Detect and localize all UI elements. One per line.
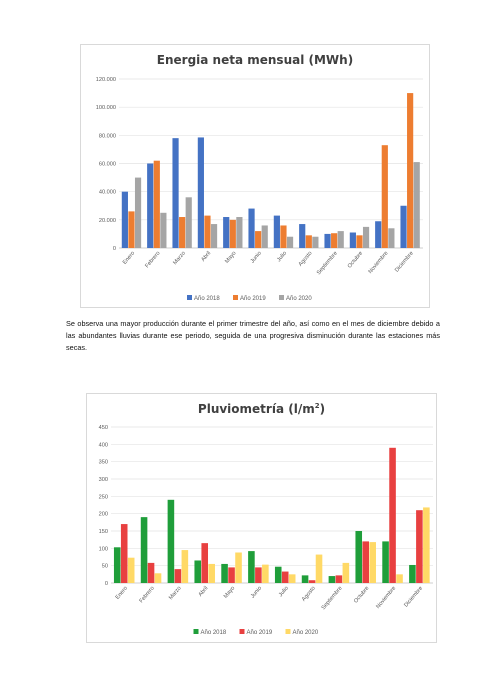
y-tick-label: 50 bbox=[101, 563, 108, 570]
bar bbox=[282, 572, 289, 583]
category-label: Noviembre bbox=[367, 250, 390, 276]
bar bbox=[175, 569, 182, 583]
y-tick-label: 450 bbox=[98, 425, 108, 431]
legend-label: Año 2020 bbox=[292, 630, 319, 636]
category-label: Febrero bbox=[144, 250, 162, 270]
category-label: Octubre bbox=[346, 250, 365, 270]
bar bbox=[331, 233, 337, 248]
y-tick-label: 0 bbox=[112, 246, 116, 252]
category-label: Agosto bbox=[297, 250, 314, 268]
bar bbox=[400, 206, 406, 248]
y-tick-label: 100 bbox=[98, 546, 108, 553]
bar bbox=[248, 551, 255, 583]
y-tick-label: 20.000 bbox=[98, 217, 116, 224]
y-tick-label: 250 bbox=[98, 494, 108, 501]
category-label: Marzo bbox=[168, 585, 183, 602]
bar bbox=[198, 137, 204, 248]
energy-chart-svg bbox=[81, 45, 431, 309]
bar bbox=[350, 233, 356, 248]
bar bbox=[362, 541, 369, 583]
bar bbox=[114, 547, 121, 583]
legend-label: Año 2018 bbox=[200, 630, 227, 636]
y-tick-label: 100.000 bbox=[95, 105, 116, 112]
category-label: Septiembre bbox=[315, 250, 339, 277]
legend-swatch bbox=[286, 629, 291, 634]
category-label: Octubre bbox=[353, 585, 371, 605]
bar bbox=[299, 224, 305, 248]
bar bbox=[280, 225, 286, 248]
y-tick-label: 60.000 bbox=[98, 161, 116, 168]
bar bbox=[262, 565, 269, 583]
bar bbox=[363, 227, 369, 248]
bar bbox=[409, 565, 416, 583]
bar bbox=[343, 563, 350, 583]
rainfall-chart bbox=[86, 393, 437, 643]
legend-label: Año 2019 bbox=[240, 296, 266, 302]
bar bbox=[336, 575, 343, 583]
category-label: Diciembre bbox=[403, 585, 425, 609]
bar bbox=[148, 563, 155, 583]
category-label: Julio bbox=[276, 250, 289, 264]
bar bbox=[414, 162, 420, 248]
bar bbox=[389, 448, 396, 583]
bar bbox=[338, 231, 344, 248]
category-label: Abril bbox=[200, 250, 213, 263]
bar bbox=[388, 228, 394, 248]
bar bbox=[382, 541, 389, 583]
bar bbox=[356, 235, 362, 248]
bar bbox=[423, 507, 430, 583]
energy-chart-title: Energia neta mensual (MWh) bbox=[156, 53, 354, 67]
category-label: Febrero bbox=[138, 585, 156, 605]
bar bbox=[235, 552, 242, 583]
bar bbox=[182, 550, 189, 583]
legend-swatch bbox=[279, 295, 284, 300]
bar bbox=[416, 510, 423, 583]
bar bbox=[223, 217, 229, 248]
bar bbox=[255, 567, 262, 583]
bar bbox=[248, 209, 254, 248]
legend-label: Año 2020 bbox=[286, 296, 312, 302]
bar bbox=[309, 580, 316, 583]
bar bbox=[369, 542, 376, 583]
category-label: Diciembre bbox=[394, 250, 415, 274]
energy-chart bbox=[80, 44, 430, 308]
y-tick-label: 300 bbox=[98, 477, 108, 483]
rainfall-chart-title: Pluviometría $(l/m^2)$ bbox=[197, 402, 326, 416]
bar bbox=[275, 567, 282, 583]
y-tick-label: 400 bbox=[98, 442, 108, 449]
rainfall-chart-svg bbox=[87, 394, 438, 644]
bar bbox=[382, 145, 388, 248]
legend-swatch bbox=[233, 295, 238, 300]
category-label: Mayo bbox=[222, 585, 237, 600]
y-tick-label: 200 bbox=[98, 511, 108, 518]
bar bbox=[122, 192, 128, 248]
bar bbox=[302, 575, 309, 583]
bar bbox=[355, 531, 362, 583]
bar bbox=[128, 211, 134, 248]
category-label: Enero bbox=[114, 585, 129, 601]
bar bbox=[204, 216, 210, 248]
y-tick-label: 80.000 bbox=[98, 133, 116, 140]
bar bbox=[186, 197, 192, 248]
bar bbox=[155, 573, 162, 583]
bar bbox=[147, 164, 153, 249]
legend-swatch bbox=[194, 629, 199, 634]
category-label: Junio bbox=[249, 585, 264, 600]
category-label: Junio bbox=[249, 250, 263, 265]
bar bbox=[194, 560, 201, 583]
body-paragraph: Se observa una mayor producción durante el primer trimestre del año, así como en el mes de diciembre debido a las abundantes lluvias durante ese periodo, seguida de una progresiva disminución durante las estaciones más secas. bbox=[66, 319, 440, 352]
y-tick-label: 150 bbox=[98, 529, 108, 535]
bar bbox=[316, 555, 323, 583]
category-label: Marzo bbox=[172, 250, 187, 267]
legend-swatch bbox=[240, 629, 245, 634]
bar bbox=[375, 221, 381, 248]
category-label: Agosto bbox=[300, 585, 317, 603]
y-tick-label: 350 bbox=[98, 459, 108, 466]
y-tick-label: 0 bbox=[104, 581, 108, 587]
category-label: Noviembre bbox=[375, 585, 398, 611]
bar bbox=[141, 517, 148, 583]
bar bbox=[172, 138, 178, 248]
bar bbox=[221, 564, 228, 583]
bar bbox=[135, 178, 141, 248]
bar bbox=[274, 216, 280, 248]
bar bbox=[306, 235, 312, 248]
bar bbox=[255, 231, 261, 248]
bar bbox=[228, 567, 235, 583]
bar bbox=[289, 574, 296, 583]
y-tick-label: 120.000 bbox=[95, 77, 116, 83]
category-label: Abril bbox=[197, 585, 210, 598]
bar bbox=[262, 225, 268, 248]
bar bbox=[179, 217, 185, 248]
bar bbox=[201, 543, 208, 583]
category-label: Enero bbox=[122, 250, 137, 266]
bar bbox=[324, 234, 330, 248]
bar bbox=[312, 237, 318, 248]
legend-swatch bbox=[187, 295, 192, 300]
bar bbox=[396, 574, 403, 583]
bar bbox=[236, 217, 242, 248]
bar bbox=[230, 220, 236, 248]
category-label: Mayo bbox=[224, 250, 238, 265]
y-tick-label: 40.000 bbox=[98, 189, 116, 196]
legend-label: Año 2018 bbox=[194, 296, 220, 302]
category-label: Julio bbox=[277, 585, 290, 599]
bar bbox=[154, 161, 160, 248]
bar bbox=[211, 224, 217, 248]
bar bbox=[128, 558, 135, 583]
bar bbox=[160, 213, 166, 248]
bar bbox=[168, 500, 175, 583]
bar bbox=[329, 576, 336, 583]
bar bbox=[208, 564, 215, 583]
bar bbox=[407, 93, 413, 248]
legend-label: Año 2019 bbox=[246, 630, 273, 636]
bar bbox=[287, 237, 293, 248]
bar bbox=[121, 524, 128, 583]
category-label: Septiembre bbox=[320, 585, 344, 612]
